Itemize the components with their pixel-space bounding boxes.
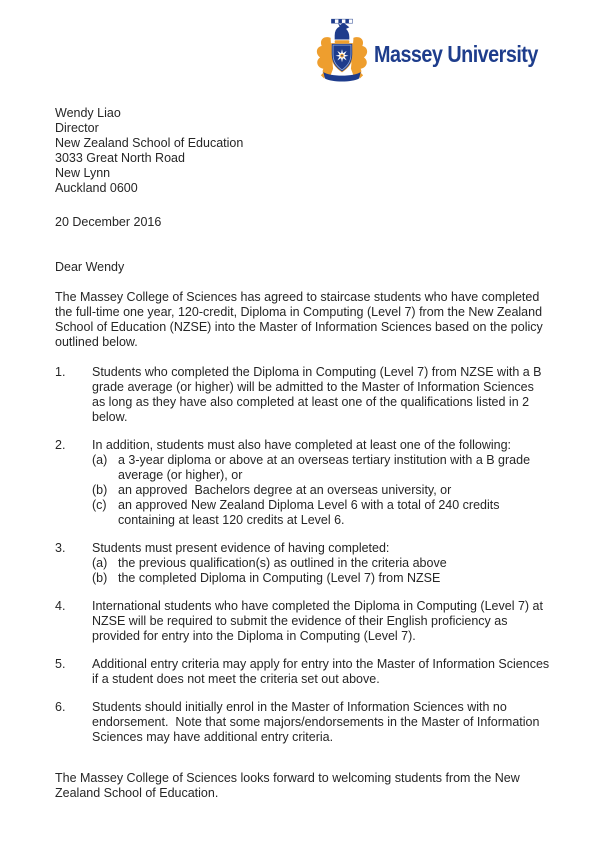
sub-item-text: an approved New Zealand Diploma Level 6 with a total of 240 credits containing at least 120 credits at Level 6. bbox=[118, 498, 503, 527]
intro-paragraph: The Massey College of Sciences has agreed to staircase students who have completed the full-time one year, 120-credit, Diploma in Computing (Level 7) from the New Zealand School of Education (NZSE) into the Master of Information Sciences based on the policy outlined below. bbox=[55, 290, 547, 349]
item-text: International students who have completed the Diploma in Computing (Level 7) at NZSE will be required to submit the evidence of their English proficiency as provided for entry into the Diploma in Computing (Level 7). bbox=[92, 599, 547, 643]
item-number: 3. bbox=[55, 541, 66, 555]
item-body bbox=[92, 700, 558, 745]
item-body bbox=[92, 365, 558, 425]
item-number: 1. bbox=[55, 365, 66, 379]
sub-item-label: (a) bbox=[92, 556, 108, 570]
recipient-line: 3033 Great North Road bbox=[55, 151, 185, 165]
item-number: 5. bbox=[55, 657, 66, 671]
policy-list bbox=[55, 365, 558, 745]
item-body bbox=[92, 541, 558, 586]
sub-item-label: (b) bbox=[92, 571, 108, 585]
list-item bbox=[55, 365, 558, 425]
sub-item bbox=[92, 498, 558, 528]
recipient-line: New Zealand School of Education bbox=[55, 136, 244, 150]
sub-item-label: (c) bbox=[92, 498, 107, 512]
recipient-line: Auckland 0600 bbox=[55, 181, 138, 195]
sub-item-text: the completed Diploma in Computing (Level 7) from NZSE bbox=[118, 571, 441, 585]
sub-item-text: a 3-year diploma or above at an overseas tertiary institution with a B grade average (or higher), or bbox=[118, 453, 534, 482]
sub-item-text: the previous qualification(s) as outlined in the criteria above bbox=[118, 556, 447, 570]
item-text: Students must present evidence of having completed: bbox=[92, 541, 390, 555]
recipient-line: Director bbox=[55, 121, 99, 135]
item-text: Students who completed the Diploma in Computing (Level 7) from NZSE with a B grade average (or higher) will be admitted to the Master of Information Sciences as long as they have also completed at least one of the qualifications listed in 2 below. bbox=[92, 365, 545, 424]
sub-item bbox=[92, 571, 558, 586]
item-text: In addition, students must also have completed at least one of the following: bbox=[92, 438, 512, 452]
list-item bbox=[55, 599, 558, 644]
item-number: 6. bbox=[55, 700, 66, 714]
letter-date: 20 December 2016 bbox=[55, 215, 162, 229]
list-item bbox=[55, 700, 558, 745]
item-number: 4. bbox=[55, 599, 66, 613]
sub-item-label: (b) bbox=[92, 483, 108, 497]
salutation: Dear Wendy bbox=[55, 260, 125, 274]
sub-item bbox=[92, 453, 558, 483]
item-number: 2. bbox=[55, 438, 66, 452]
item-body bbox=[92, 438, 558, 528]
list-item bbox=[55, 657, 558, 687]
item-text: Students should initially enrol in the Master of Information Sciences with no endorsement. Note that some majors/endorsements in the Master of Information Sciences may have additional entry criteria. bbox=[92, 700, 543, 744]
sub-item-text: an approved Bachelors degree at an overseas university, or bbox=[118, 483, 452, 497]
list-item bbox=[55, 541, 558, 586]
recipient-line: New Lynn bbox=[55, 166, 111, 180]
recipient-line: Wendy Liao bbox=[55, 106, 121, 120]
sub-item bbox=[92, 483, 558, 498]
university-wordmark: Massey University bbox=[374, 41, 538, 67]
closing-paragraph: The Massey College of Sciences looks forward to welcoming students from the New Zealand School of Education. bbox=[55, 771, 524, 800]
item-body bbox=[92, 657, 558, 687]
sub-item bbox=[92, 556, 558, 571]
item-text: Additional entry criteria may apply for entry into the Master of Information Sciences if a student does not meet the criteria set out above. bbox=[92, 657, 553, 686]
list-item bbox=[55, 438, 558, 528]
sub-item-label: (a) bbox=[92, 453, 108, 467]
recipient-block bbox=[55, 106, 558, 196]
massey-crest-icon bbox=[316, 17, 368, 83]
item-body bbox=[92, 599, 558, 644]
torse bbox=[331, 19, 352, 23]
